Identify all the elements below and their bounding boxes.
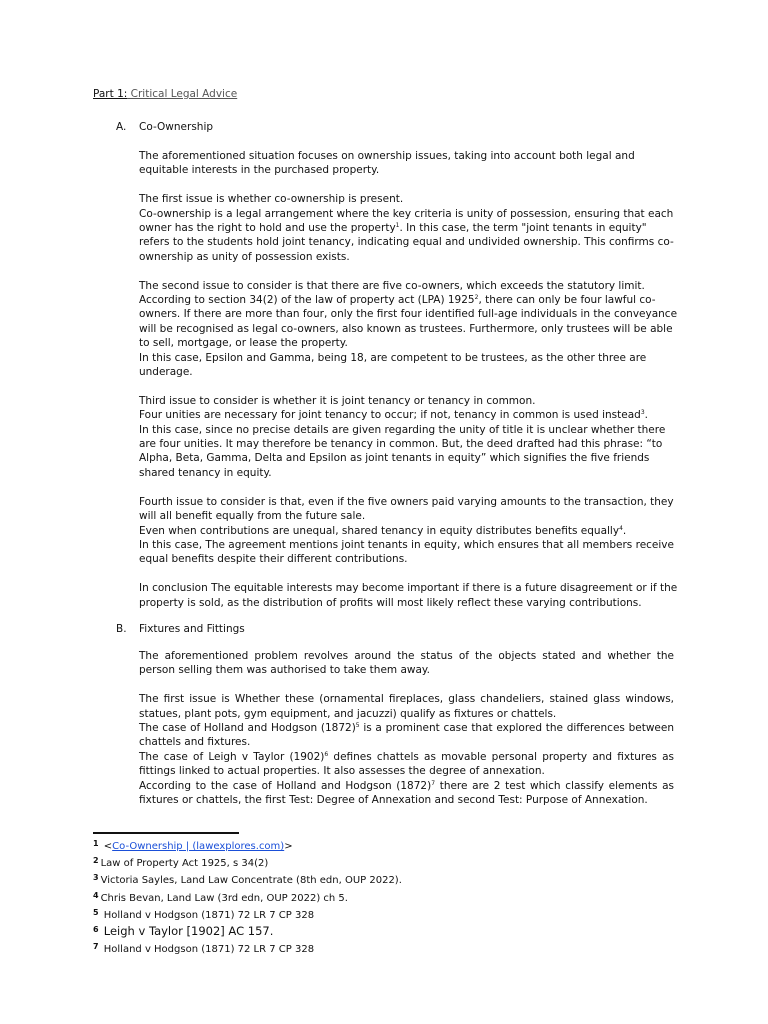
footnote-3 [93,871,402,888]
footnote-1-close: > [284,841,293,852]
issue1-text-b: . In this case, the term "joint tenants in equity" refers to the students hold joint tenancy, indicating equal and undivided ownership. This confirms co-ownership as unity of possession exists. [139,222,674,263]
footnote-7-text: Holland v Hodgson (1871) 72 LR 7 CP 328 [100,944,315,956]
section-b-body [139,649,674,807]
issue3-case: In this case, since no precise details are given regarding the unity of title it is unclear whether there are four unities. It may therefore be tenancy in common. But, the deed drafted had this phrase: “to Alpha, Beta, Gamma, Delta and Epsilon as joint tenants in equity” which signifies the five friends shared tenancy in equity. [139,423,666,479]
issue3-paragraph [139,408,679,422]
footnote-1-open: < [103,841,113,852]
part-heading-prefix: Part 1: [93,88,128,100]
issue4-text-a: Even when contributions are unequal, shared tenancy in equity distributes benefits equally [139,524,620,537]
footnote-6-text: Leigh v Taylor [1902] AC 157. [103,924,274,939]
section-b-title: Fixtures and Fittings [139,623,245,635]
issue4-line: Fourth issue to consider is that, even if the five owners paid varying amounts to the transaction, they will all benefit equally from the future sale. [139,495,674,523]
holland-paragraph [139,721,674,750]
issue1-text-a: Co-ownership is a legal arrangement where the key criteria is unity of possession, ensuring that each owner has the right to hold and use the property [139,207,674,235]
footnote-number: 7 [93,942,99,952]
tests-text-b: there are 2 test which classify elements as fixtures or chattels, the first Test: Degree of Annexation and second Test: Purpose of Annexation. [139,779,674,807]
issue3-text-a: Four unities are necessary for joint tenancy to occur; if not, tenancy in common is used instead [139,409,641,422]
issue2-text-a: According to section 34(2) of the law of property act (LPA) 1925 [139,294,475,307]
part-heading [93,88,237,100]
issue4-paragraph [139,524,679,538]
footnote-4 [93,889,402,906]
footnote-number: 5 [93,907,99,917]
footnote-4-text: Chris Bevan, Land Law (3rd edn, OUP 2022) ch 5. [100,892,348,904]
footnote-number: 1 [93,839,99,848]
footnote-5 [93,906,402,923]
holland-text-a: The case of Holland and Hodgson (1872) [139,722,356,735]
leigh-text-b: defines chattels as movable personal property and fixtures as fittings linked to actual properties. It also assesses the degree of annexation. [139,750,674,778]
footnote-7 [93,940,402,957]
issue2-paragraph [139,293,679,351]
footnote-2 [93,854,402,871]
issue2-line: The second issue to consider is that there are five co-owners, which exceeds the statutory limit. [139,279,645,292]
tests-text-a: According to the case of Holland and Hodgson (1872) [139,779,432,792]
issue1-paragraph [139,207,679,265]
footnote-number: 6 [93,925,99,935]
footnote-5-text: Holland v Hodgson (1871) 72 LR 7 CP 328 [100,909,315,921]
section-a-body [139,149,679,610]
part-heading-title: Critical Legal Advice [127,88,238,100]
footnote-1 [93,837,402,854]
section-a-title: Co-Ownership [139,121,214,133]
section-a-letter: A. [116,121,127,133]
footnote-2-text: Law of Property Act 1925, s 34(2) [100,858,269,870]
section-b-intro: The aforementioned problem revolves around the status of the objects stated and whether the person selling them was authorised to take them away. [139,650,674,677]
issue4-case: In this case, The agreement mentions joint tenants in equity, which ensures that all members receive equal benefits despite their different contributions. [139,538,674,566]
issue2-text-b: , there can only be four lawful co-owners. If there are more than four, only the first four identified full-age individuals in the conveyance will be recognised as legal co-owners, also known as trustees. Furthermore, only trustees will be able to sell, mortgage, or lease the property. [139,294,678,350]
footnote-separator [93,832,239,834]
footnotes [93,837,402,957]
footnote-1-link[interactable]: Co-Ownership | (lawexplores.com) [112,841,285,852]
issue3-text-b: . [644,409,648,422]
section-b-issue1: The first issue is Whether these (ornamental fireplaces, glass chandeliers, stained glass windows, statues, plant pots, gym equipment, and jacuzzi) qualify as fixtures or chattels. [139,693,674,720]
footnote-ref-3[interactable]: 3 [640,409,645,417]
tests-paragraph [139,779,674,808]
footnote-ref-2[interactable]: 2 [474,294,479,302]
section-a-intro: The aforementioned situation focuses on ownership issues, taking into account both legal and equitable interests in the purchased property. [139,150,635,177]
footnote-number: 4 [93,890,99,900]
footnote-ref-5[interactable]: 5 [355,722,360,730]
footnote-3-text: Victoria Sayles, Land Law Concentrate (8th edn, OUP 2022). [100,875,402,887]
leigh-paragraph [139,750,674,779]
footnote-number: 2 [93,856,99,866]
issue1-line: The first issue is whether co-ownership is present. [139,193,404,206]
section-a-conclusion: In conclusion The equitable interests may become important if there is a future disagreement or if the property is sold, as the distribution of profits will most likely reflect these varying contributions. [139,582,678,609]
issue4-text-b: . [622,524,627,537]
footnote-ref-4[interactable]: 4 [619,524,623,532]
leigh-text-a: The case of Leigh v Taylor (1902) [139,750,325,763]
footnote-number: 3 [93,873,99,883]
issue3-line: Third issue to consider is whether it is joint tenancy or tenancy in common. [139,394,536,407]
section-b-letter: B. [116,623,127,635]
issue2-case: In this case, Epsilon and Gamma, being 18, are competent to be trustees, as the other three are underage. [139,351,647,379]
footnote-ref-1[interactable]: 1 [395,222,400,230]
footnote-ref-7[interactable]: 7 [431,779,436,787]
footnote-6 [93,923,402,940]
holland-text-b: is a prominent case that explored the differences between chattels and fixtures. [139,722,674,749]
footnote-ref-6[interactable]: 6 [324,750,329,758]
